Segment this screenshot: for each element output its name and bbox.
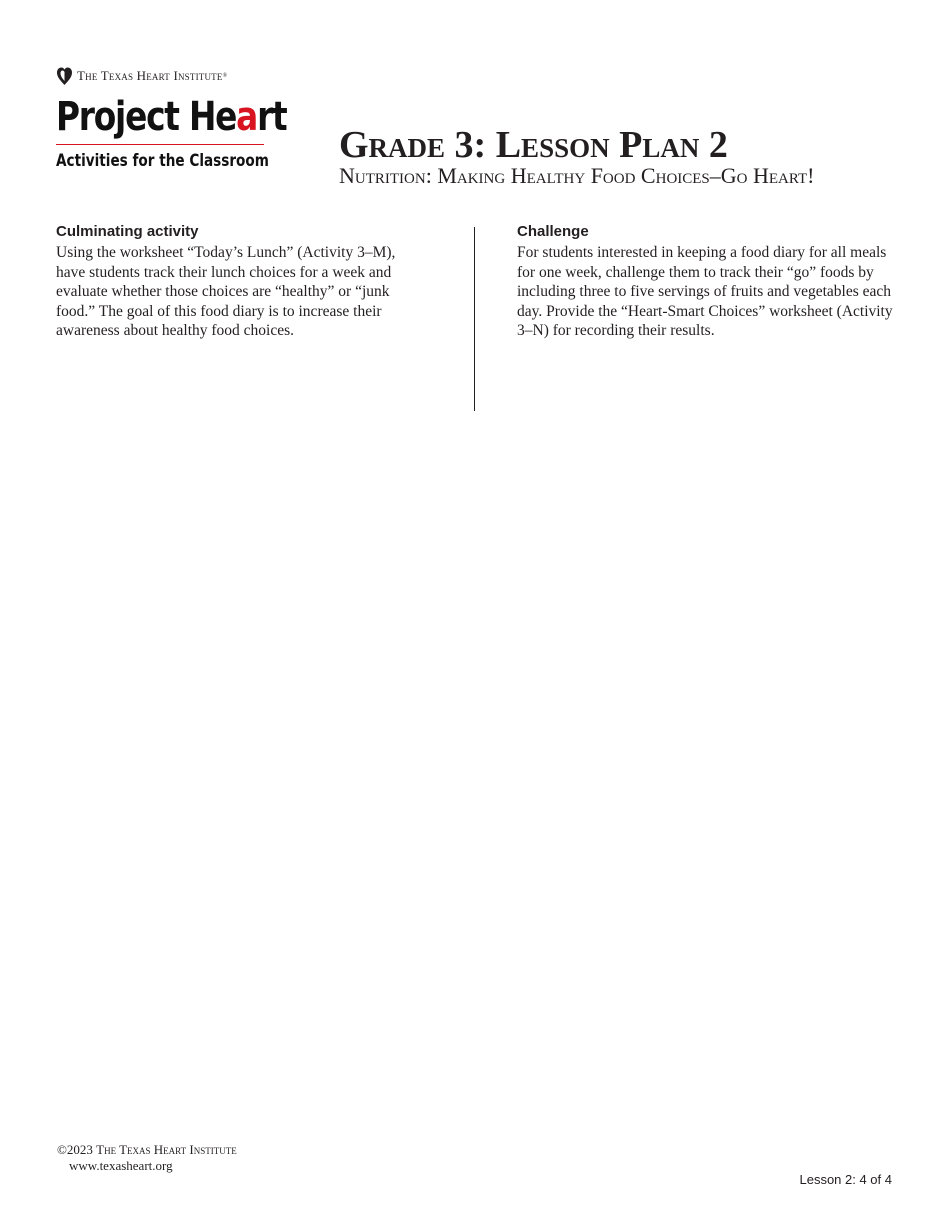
logo-divider	[56, 144, 264, 145]
section-body: Using the worksheet “Today’s Lunch” (Activity 3–M), have students track their lunch choices for a week and evaluate whether those choices are “healthy” or “junk food.” The goal of this food diary is to increase their awareness about healthy food choices.	[56, 244, 396, 339]
program-tagline: Activities for the Classroom	[56, 151, 269, 171]
section-body: For students interested in keeping a food diary for all meals for one week, challenge them to track their “go” foods by including three to five servings of fruits and vegetables each day. Provide the “Heart-Smart Choices” worksheet (Activity 3–N) for recording their results.	[517, 244, 893, 339]
lesson-subtitle: Nutrition: Making Healthy Food Choices–Go Heart!	[339, 163, 815, 188]
heart-emblem-icon	[56, 66, 73, 86]
copyright-org: The Texas Heart Institute	[96, 1142, 237, 1157]
project-heart-logo	[56, 66, 287, 171]
registered-mark: ®	[222, 73, 228, 79]
program-title-end: rt	[257, 94, 287, 140]
website-link[interactable]: www.texasheart.org	[69, 1158, 173, 1173]
copyright-prefix: ©2023	[57, 1142, 97, 1157]
challenge-section	[517, 223, 897, 341]
program-title-start: Project He	[56, 94, 237, 140]
program-title	[56, 94, 287, 140]
section-heading: Challenge	[517, 223, 589, 240]
page-number: Lesson 2: 4 of 4	[799, 1172, 892, 1187]
program-title-heart-letter: a	[236, 94, 258, 140]
column-divider	[474, 227, 475, 411]
culminating-activity-section	[56, 223, 416, 341]
institute-line	[56, 66, 271, 86]
institute-name: The Texas Heart Institute	[77, 68, 223, 83]
section-heading: Culminating activity	[56, 223, 199, 240]
copyright-line	[57, 1142, 237, 1158]
lesson-title: Grade 3: Lesson Plan 2	[339, 124, 728, 166]
copyright-block	[57, 1142, 237, 1174]
